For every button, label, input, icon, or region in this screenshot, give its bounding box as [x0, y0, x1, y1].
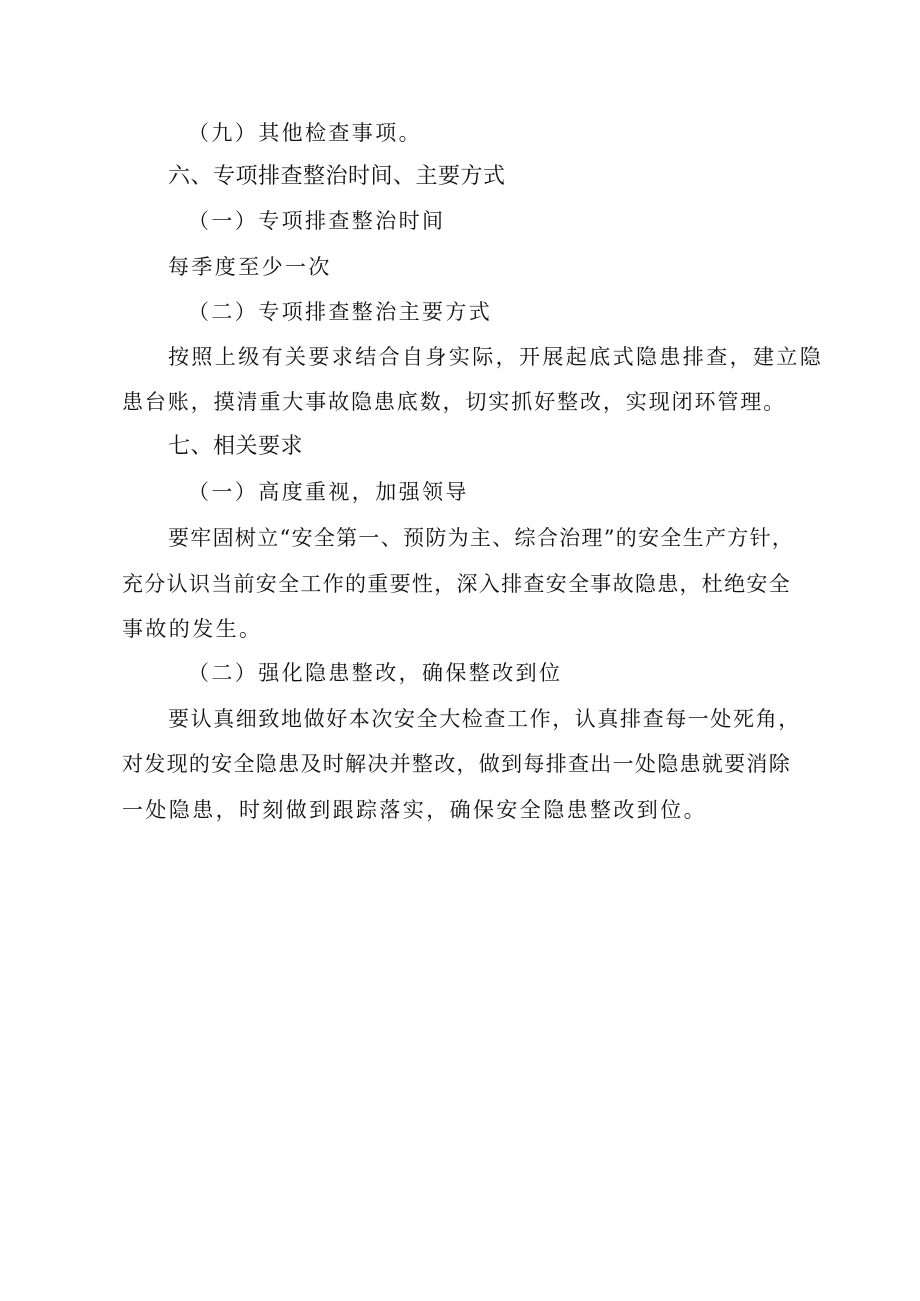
paragraph-attention-line-1: 要牢固树立“安全第一、预防为主、综合治理”的安全生产方针， [168, 526, 795, 550]
paragraph-attention-line-3: 事故的发生。 [122, 617, 263, 641]
paragraph-method-line-2: 患台账，摸清重大事故隐患底数，切实抓好整改，实现闭环管理。 [122, 390, 787, 414]
section-heading-six: 六、专项排查整治时间、主要方式 [168, 164, 506, 189]
paragraph-rectification-line-2: 对发现的安全隐患及时解决并整改，做到每排查出一处隐患就要消除 [122, 752, 791, 776]
paragraph-attention-line-2: 充分认识当前安全工作的重要性，深入排查安全事故隐患，杜绝安全 [122, 572, 791, 596]
paragraph-rectification-line-3: 一处隐患，时刻做到跟踪落实，确保安全隐患整改到位。 [122, 798, 707, 822]
paragraph-rectification-line-1: 要认真细致地做好本次安全大检查工作，认真排查每一处死角， [168, 707, 801, 731]
subsection-heading-schedule: （一）专项排查整治时间 [188, 209, 446, 233]
subsection-heading-rectification: （二）强化隐患整改，确保整改到位 [188, 661, 563, 685]
subsection-heading-method: （二）专项排查整治主要方式 [188, 300, 493, 324]
subsection-heading-attention: （一）高度重视，加强领导 [188, 480, 469, 504]
paragraph-schedule: 每季度至少一次 [168, 255, 332, 279]
paragraph-method-line-1: 按照上级有关要求结合自身实际，开展起底式隐患排查，建立隐 [168, 345, 824, 369]
item-other-inspection: （九）其他检查事项。 [188, 121, 422, 145]
section-heading-seven: 七、相关要求 [168, 434, 304, 459]
